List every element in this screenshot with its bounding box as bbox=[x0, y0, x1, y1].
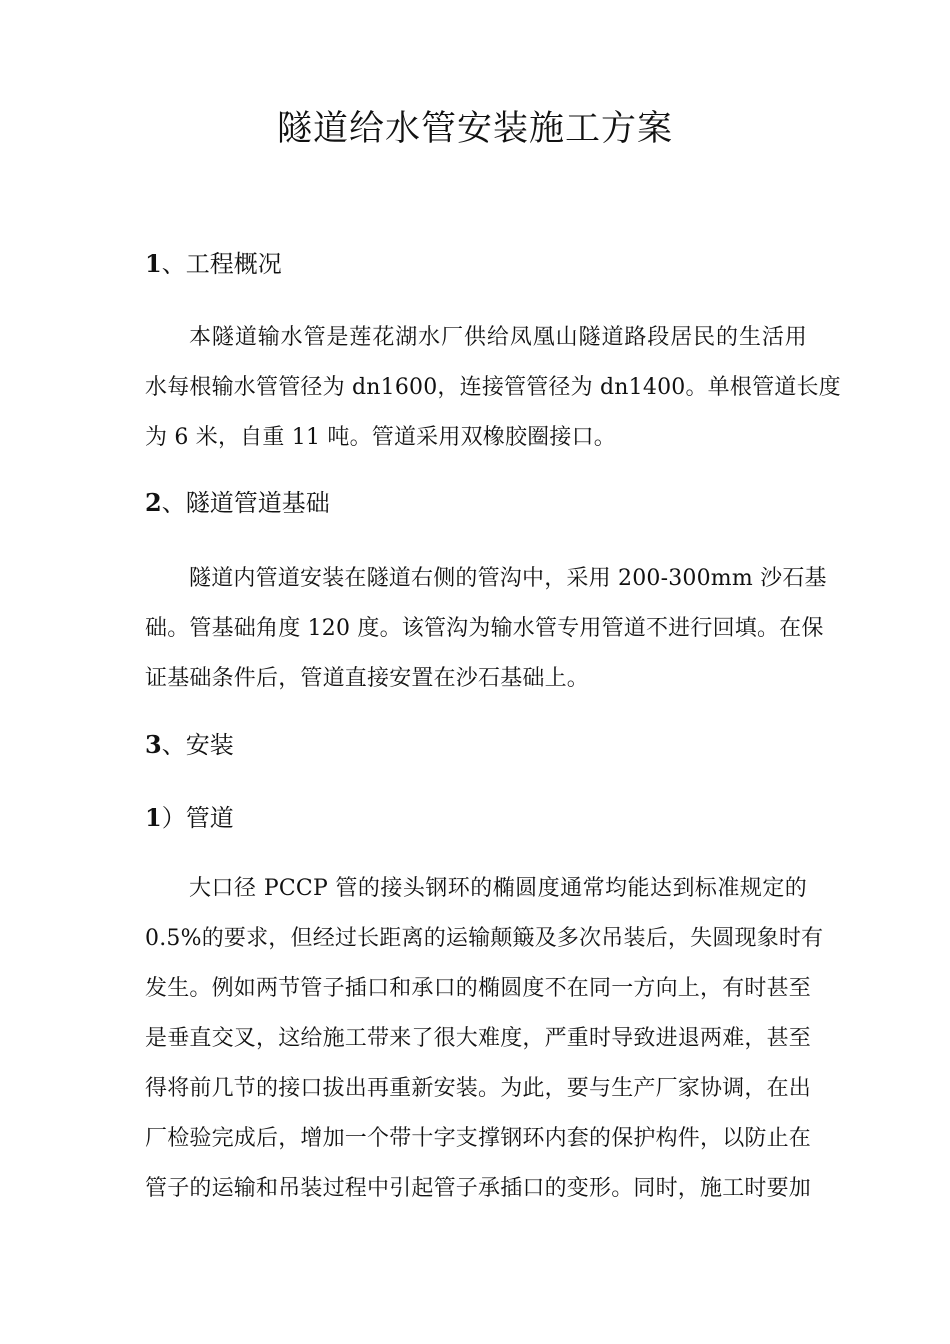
paragraph-line: 是垂直交叉，这给施工带来了很大难度，严重时导致进退两难，甚至 bbox=[145, 1026, 812, 1051]
section-heading-2 bbox=[145, 486, 330, 520]
section-title: 、安装 bbox=[161, 731, 234, 759]
section-heading-1 bbox=[145, 247, 282, 281]
paragraph-line: 发生。例如两节管子插口和承口的椭圆度不在同一方向上，有时甚至 bbox=[145, 976, 812, 1001]
paragraph-line: 为 6 米，自重 11 吨。管道采用双橡胶圈接口。 bbox=[145, 425, 616, 450]
paragraph-line: 大口径 PCCP 管的接头钢环的椭圆度通常均能达到标准规定的 bbox=[189, 876, 807, 901]
subsection-paragraph-pipes bbox=[145, 864, 824, 1214]
section-number: 2 bbox=[145, 488, 162, 517]
section-number: 1 bbox=[145, 249, 162, 278]
section-title: 、工程概况 bbox=[161, 250, 282, 278]
section-heading-3 bbox=[145, 728, 234, 762]
paragraph-line: 证基础条件后，管道直接安置在沙石基础上。 bbox=[145, 666, 590, 691]
paragraph-line: 厂检验完成后，增加一个带十字支撑钢环内套的保护构件，以防止在 bbox=[145, 1126, 812, 1151]
paragraph-line: 管子的运输和吊装过程中引起管子承插口的变形。同时，施工时要加 bbox=[145, 1176, 812, 1201]
section-paragraph-2 bbox=[145, 554, 827, 704]
document-title: 隧道给水管安装施工方案 bbox=[276, 109, 673, 149]
section-number: 1 bbox=[145, 803, 162, 832]
section-paragraph-1 bbox=[145, 313, 841, 463]
paragraph-line: 水每根输水管管径为 dn1600，连接管管径为 dn1400。单根管道长度 bbox=[145, 375, 841, 400]
paragraph-line: 得将前几节的接口拔出再重新安装。为此，要与生产厂家协调，在出 bbox=[145, 1076, 812, 1101]
paragraph-line: 础。管基础角度 120 度。该管沟为输水管专用管道不进行回填。在保 bbox=[145, 616, 824, 641]
paragraph-line: 隧道内管道安装在隧道右侧的管沟中，采用 200-300mm 沙石基 bbox=[189, 566, 827, 591]
section-number: 3 bbox=[145, 730, 162, 759]
paragraph-line: 本隧道输水管是莲花湖水厂供给凤凰山隧道路段居民的生活用 bbox=[189, 325, 807, 350]
paragraph-line: 0.5%的要求，但经过长距离的运输颠簸及多次吊装后，失圆现象时有 bbox=[145, 926, 824, 951]
section-title: 、隧道管道基础 bbox=[161, 489, 330, 517]
subsection-heading-pipes bbox=[145, 801, 234, 835]
section-title: ）管道 bbox=[161, 804, 234, 832]
